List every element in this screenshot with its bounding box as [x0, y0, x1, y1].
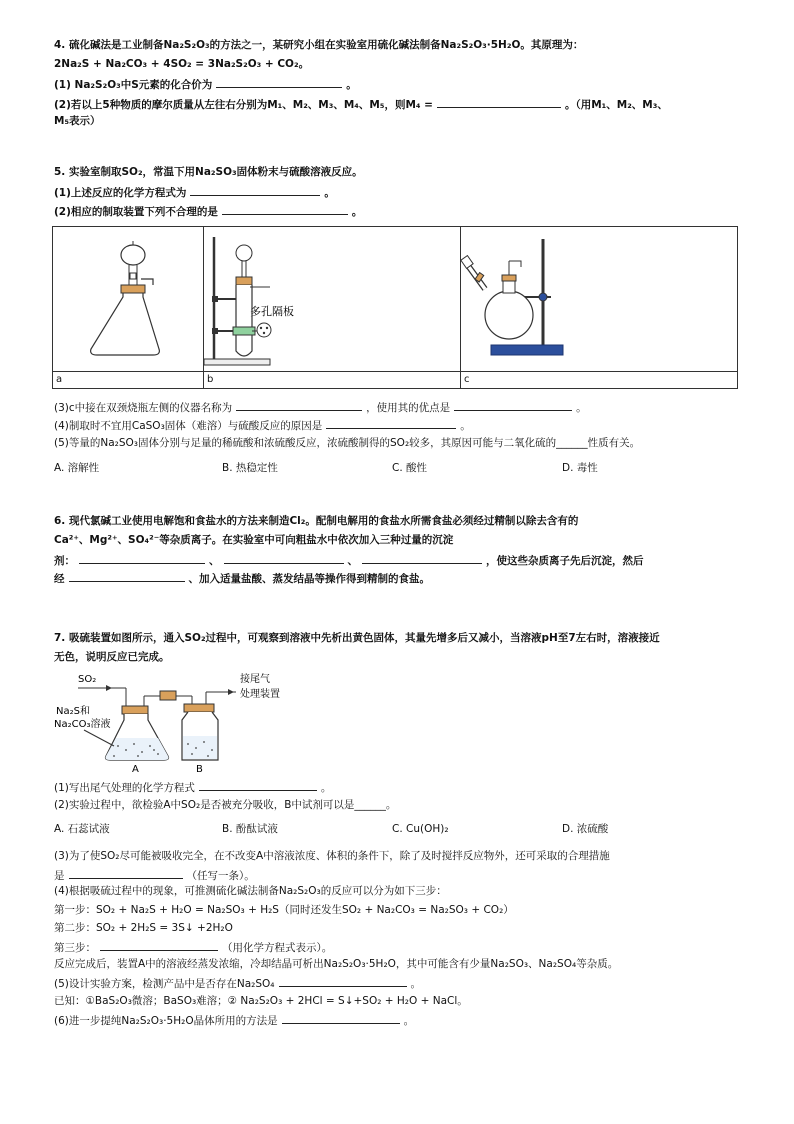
q7-stem-cont: 无色，说明反应已完成。 — [54, 651, 170, 663]
q7-step3-text: 第三步： — [54, 942, 96, 954]
q7-option-a[interactable]: A. 石蕊试液 — [54, 823, 110, 835]
q5-part5: (5)等量的Na₂SO₃固体分别与足量的稀硫酸和浓硫酸反应，浓硫酸制得的SO₂较多，其原因可能与二氧化硫的______性质有关。 — [54, 437, 641, 449]
separator: 、 — [347, 555, 358, 567]
q5-part3-text: (3)c中接在双颈烧瓶左侧的仪器名称为 — [54, 402, 233, 414]
q4-part1-text: (1) Na₂S₂O₃中S元素的化合价为 — [54, 79, 213, 91]
q5-option-a[interactable]: A. 溶解性 — [54, 462, 100, 474]
q5-option-d[interactable]: D. 毒性 — [562, 462, 598, 474]
q5-part1-end: 。 — [324, 187, 335, 199]
q6-reagents — [54, 552, 644, 568]
tail-gas-label-1: 接尾气 — [240, 674, 270, 685]
q5-part3-mid: ，使用其的优点是 — [366, 402, 451, 414]
q7-part6-text: (6)进一步提纯Na₂S₂O₃·5H₂O晶体所用的方法是 — [54, 1015, 278, 1027]
q5-part4-text: (4)制取时不宜用CaSO₃固体（难溶）与硫酸反应的原因是 — [54, 420, 323, 432]
q7-part5-end: 。 — [410, 978, 422, 990]
so2-label: SO₂ — [78, 674, 97, 685]
flask-a-label: A — [132, 764, 139, 772]
q5-part2-end: 。 — [351, 206, 363, 218]
apparatus-b-label: b — [204, 372, 461, 389]
answer-blank[interactable] — [190, 184, 320, 196]
q4-part1 — [54, 76, 357, 92]
apparatus-c-cell — [461, 227, 738, 372]
answer-blank[interactable] — [454, 399, 572, 411]
q7-part3-cont-text: 是 — [54, 870, 65, 882]
apparatus-a-cell — [53, 227, 204, 372]
q7-part6 — [54, 1012, 414, 1028]
q5-part3-end: 。 — [576, 402, 587, 414]
q7-part5 — [54, 975, 421, 991]
q5-option-c[interactable]: C. 酸性 — [392, 462, 428, 474]
q7-part3-end: （任写一条）。 — [186, 870, 255, 882]
answer-blank[interactable] — [236, 399, 362, 411]
q4-part2-cont: M₅表示） — [54, 115, 101, 127]
apparatus-b-cell — [204, 227, 461, 372]
answer-blank[interactable] — [199, 779, 317, 791]
separator: 、 — [209, 555, 220, 567]
solution-label-1: Na₂S和 — [56, 706, 90, 717]
q6-operation — [54, 570, 430, 586]
q4-equation: 2Na₂S + Na₂CO₃ + 4SO₂ = 3Na₂S₂O₃ + CO₂。 — [54, 58, 310, 70]
answer-blank[interactable] — [362, 552, 482, 564]
q6-operation-end: 、加入适量盐酸、蒸发结晶等操作得到精制的食盐。 — [188, 573, 430, 585]
apparatus-table — [52, 226, 738, 389]
q5-stem: 5. 实验室制取SO₂，常温下用Na₂SO₃固体粉末与硫酸溶液反应。 — [54, 166, 363, 178]
q7-part4-cont: 反应完成后，装置A中的溶液经蒸发浓缩，冷却结晶可析出Na₂S₂O₃·5H₂O，其中可能含有少量Na₂SO₃、Na₂SO₄等杂质。 — [54, 958, 619, 970]
q5-part2 — [54, 203, 362, 219]
answer-blank[interactable] — [437, 96, 561, 108]
answer-blank[interactable] — [282, 1012, 400, 1024]
q7-option-d[interactable]: D. 浓硫酸 — [562, 823, 609, 835]
q7-part5-text: (5)设计实验方案，检测产品中是否存在Na₂SO₄ — [54, 978, 275, 990]
q4-stem: 4. 硫化碱法是工业制备Na₂S₂O₃的方法之一，某研究小组在实验室用硫化碱法制备Na₂S₂O₃·5H₂O。其原理为： — [54, 39, 584, 51]
q7-part6-end: 。 — [403, 1015, 415, 1027]
apparatus-a-figure — [53, 227, 203, 371]
apparatus-a-label: a — [53, 372, 204, 389]
answer-blank[interactable] — [222, 203, 348, 215]
apparatus-b-figure — [204, 227, 460, 371]
bottle-b-label: B — [196, 764, 203, 772]
absorption-apparatus-figure — [54, 668, 304, 772]
answer-blank[interactable] — [69, 867, 183, 879]
q4-part2-end: 。（用M₁、M₂、M₃、 — [564, 99, 668, 111]
answer-blank[interactable] — [216, 76, 342, 88]
q6-operation-text: 经 — [54, 573, 65, 585]
answer-blank[interactable] — [279, 975, 407, 987]
q4-part2-text: (2)若以上5种物质的摩尔质量从左往右分别为M₁、M₂、M₃、M₄、M₅，则M₄ = — [54, 99, 433, 111]
q7-step3 — [54, 939, 332, 955]
answer-blank[interactable] — [326, 417, 456, 429]
tail-gas-label-2: 处理装置 — [240, 689, 280, 700]
q7-option-c[interactable]: C. Cu(OH)₂ — [392, 823, 449, 835]
q4-part1-end: 。 — [346, 79, 357, 91]
q5-part2-text: (2)相应的制取装置下列不合理的是 — [54, 206, 218, 218]
answer-blank[interactable] — [100, 939, 218, 951]
q7-step2: 第二步：SO₂ + 2H₂S = 3S↓ +2H₂O — [54, 922, 233, 934]
q7-stem: 7. 吸硫装置如图所示，通入SO₂过程中，可观察到溶液中先析出黄色固体，其量先增多后又减小，当溶液pH至7左右时，溶液接近 — [54, 632, 660, 644]
q5-option-b[interactable]: B. 热稳定性 — [222, 462, 278, 474]
q7-part1-end: 。 — [320, 782, 332, 794]
answer-blank[interactable] — [224, 552, 344, 564]
q7-part1-text: (1)写出尾气处理的化学方程式 — [54, 782, 195, 794]
q7-part3-cont — [54, 867, 255, 883]
apparatus-c-figure — [461, 227, 737, 371]
q7-part1 — [54, 779, 331, 795]
q7-part3: (3)为了使SO₂尽可能被吸收完全，在不改变A中溶液浓度、体积的条件下，除了及时搅拌反应物外，还可采取的合理措施 — [54, 850, 610, 862]
q7-step3-end: （用化学方程式表示）。 — [222, 942, 333, 954]
answer-blank[interactable] — [69, 570, 185, 582]
apparatus-c-label: c — [461, 372, 738, 389]
q7-option-b[interactable]: B. 酚酞试液 — [222, 823, 278, 835]
q5-part1-text: (1)上述反应的化学方程式为 — [54, 187, 187, 199]
q7-part2: (2)实验过程中，欲检验A中SO₂是否被充分吸收，B中试剂可以是______。 — [54, 799, 397, 811]
q7-part4: (4)根据吸硫过程中的现象，可推测硫化碱法制备Na₂S₂O₃的反应可以分为如下三步： — [54, 885, 447, 897]
q7-step1: 第一步：SO₂ + Na₂S + H₂O = Na₂SO₃ + H₂S（同时还发生SO₂ + Na₂CO₃ = Na₂SO₃ + CO₂） — [54, 904, 514, 916]
q6-stem: 6. 现代氯碱工业使用电解饱和食盐水的方法来制造Cl₂。配制电解用的食盐水所需食盐必须经过精制以除去含有的 — [54, 515, 579, 527]
solution-label-2: Na₂CO₃溶液 — [54, 719, 111, 730]
q5-part4-end: 。 — [460, 420, 471, 432]
q5-part4 — [54, 417, 471, 433]
q7-known: 已知：①BaS₂O₃微溶；BaSO₃难溶；② Na₂S₂O₃ + 2HCl = S↓+SO₂ + H₂O + NaCl。 — [54, 995, 468, 1007]
q6-reagents-end: ，使这些杂质离子先后沉淀，然后 — [486, 555, 644, 567]
q4-part2 — [54, 96, 668, 112]
q5-part1 — [54, 184, 335, 200]
q5-part3 — [54, 399, 587, 415]
q6-ions: Ca²⁺、Mg²⁺、SO₄²⁻等杂质离子。在实验室中可向粗盐水中依次加入三种过量的沉淀 — [54, 534, 454, 546]
q6-reagents-text: 剂： — [54, 555, 75, 567]
porous-plate-label: 多孔隔板 — [250, 305, 294, 318]
answer-blank[interactable] — [79, 552, 205, 564]
